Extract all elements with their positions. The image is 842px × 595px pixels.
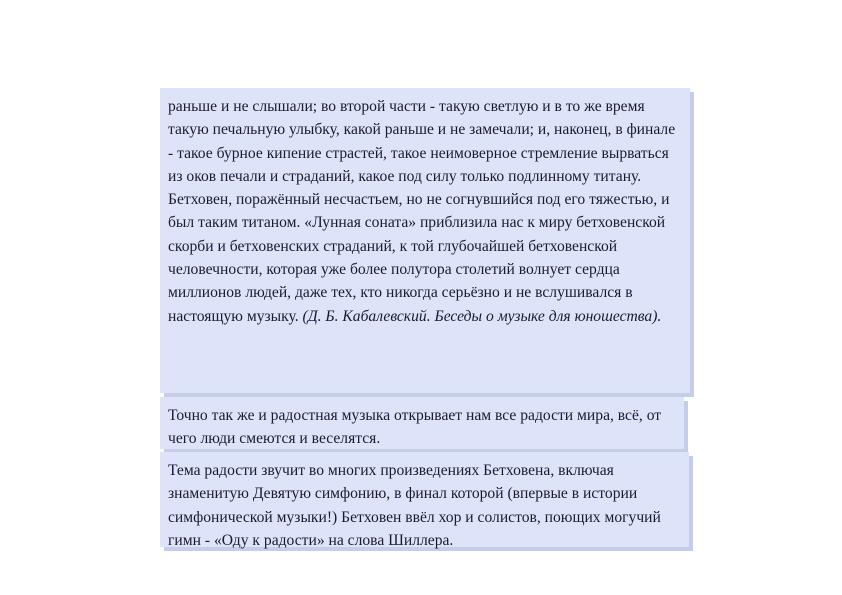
joyful-music-panel-text: Точно так же и радостная музыка открывает нам все радости мира, всё, от чего люди смеются и веселятся. bbox=[168, 407, 662, 448]
ninth-symphony-panel bbox=[160, 452, 689, 547]
joyful-music-panel bbox=[160, 397, 684, 449]
quote-panel-body bbox=[160, 88, 690, 334]
ninth-symphony-panel-body bbox=[160, 452, 689, 558]
joyful-music-panel-body bbox=[160, 397, 684, 457]
quote-panel-text bbox=[168, 95, 680, 328]
quote-panel-attribution: (Д. Б. Кабалевский. Беседы о музыке для юношества). bbox=[302, 307, 662, 325]
quote-panel-body-text: раньше и не слышали; во второй части - такую светлую и в то же время такую печальную улыбку, какой раньше и не замечали; и, наконец, в финале - такое бурное кипение страстей, такое неимоверное стремление вырваться из оков печали и страданий, какое под силу только подлинному титану. Бетховен, поражённый несчастьем, но не согнувшийся под его тяжестью, и был таким титаном. «Лунная соната» приблизила нас к миру бетховенской скорби и бетховенских страданий, к той глубочайшей бетховенской человечности, которая уже более полутора столетий волнует сердца миллионов людей, даже тех, кто никогда серьёзно и не вслушивался в настоящую музыку. bbox=[168, 98, 676, 325]
quote-panel bbox=[160, 88, 690, 393]
ninth-symphony-panel-text: Тема радости звучит во многих произведениях Бетховена, включая знаменитую Девятую симфонию, в финал которой (впервые в истории симфонической музыки!) Бетховен ввёл хор и солистов, поющих могучий гимн - «Оду к радости» на слова Шиллера. bbox=[168, 462, 661, 549]
